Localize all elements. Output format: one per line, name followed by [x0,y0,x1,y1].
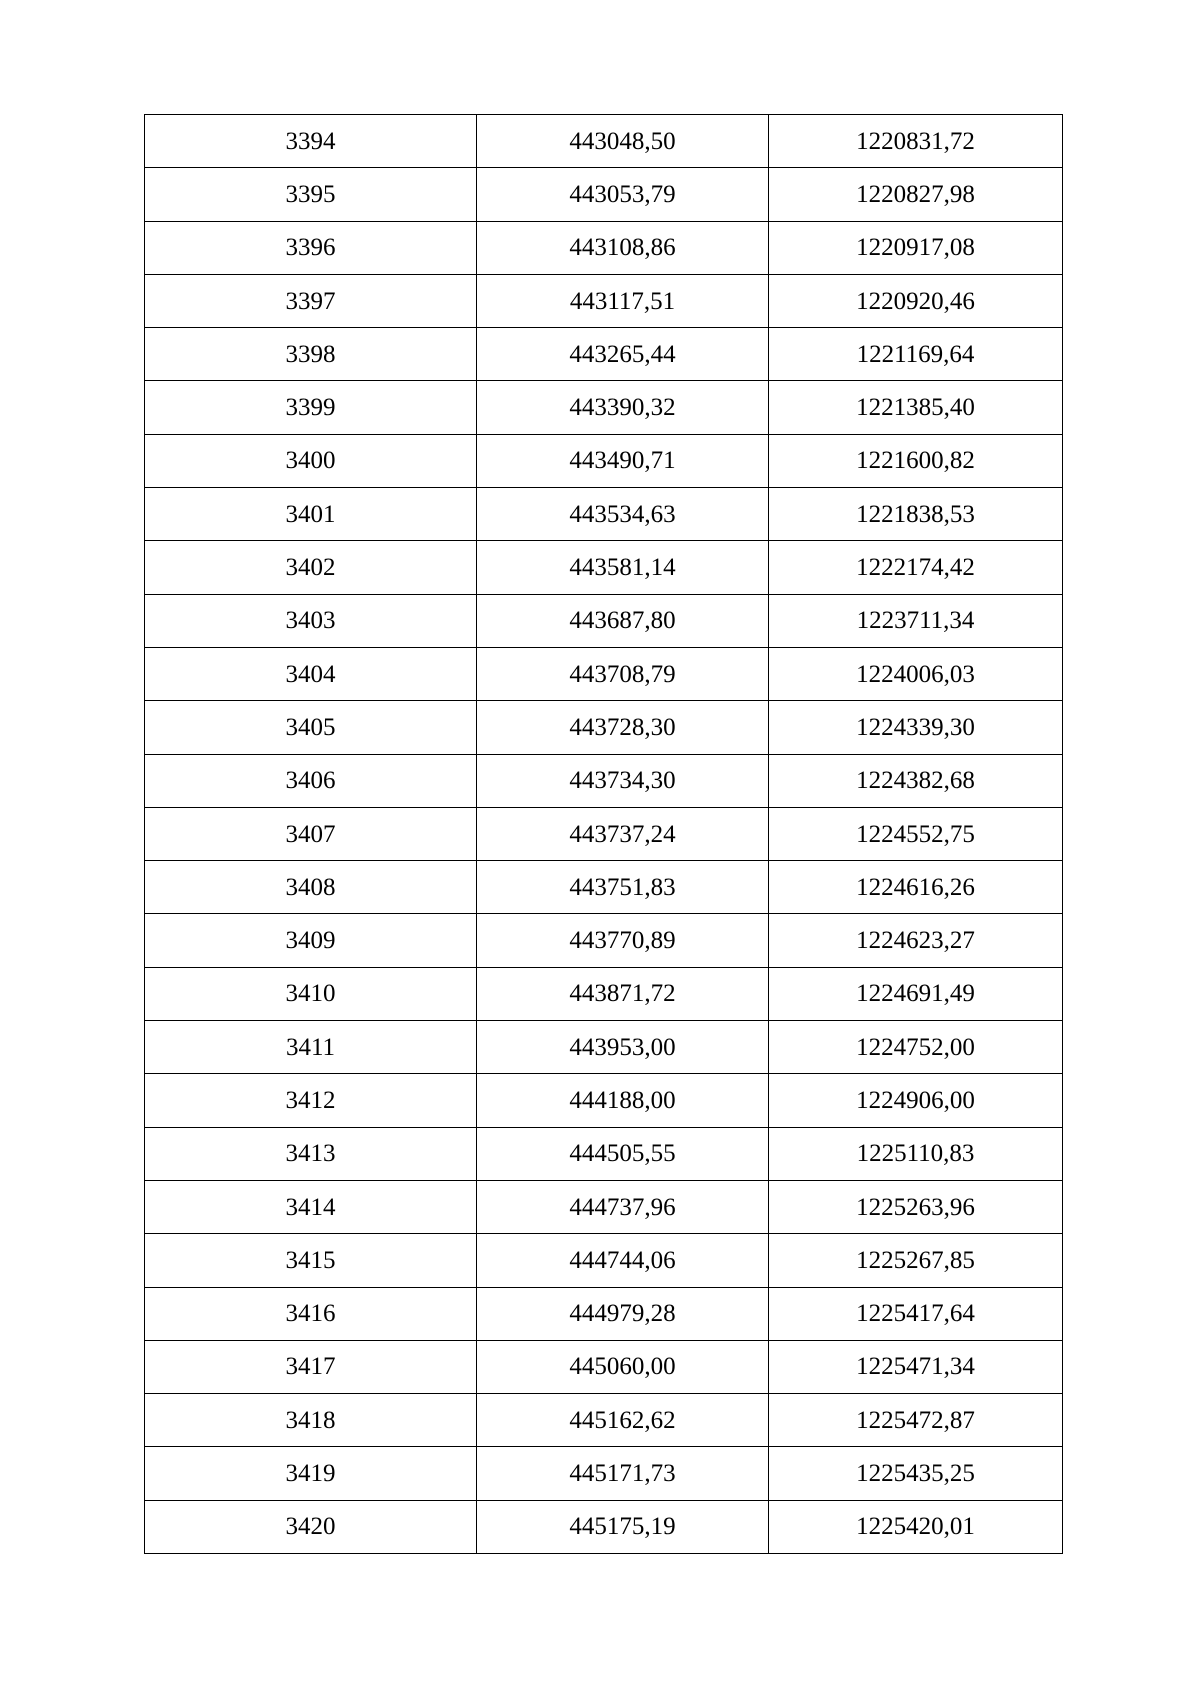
x-coordinate-cell: 445162,62 [477,1394,769,1447]
table-row [145,1340,1063,1393]
x-coordinate-cell: 444979,28 [477,1287,769,1340]
x-coordinate-cell: 443737,24 [477,807,769,860]
point-number-cell: 3397 [145,274,477,327]
table-row [145,594,1063,647]
y-coordinate-cell: 1225420,01 [769,1500,1063,1553]
table-row [145,221,1063,274]
table-row [145,381,1063,434]
point-number-cell: 3400 [145,434,477,487]
point-number-cell: 3417 [145,1340,477,1393]
table-row [145,1180,1063,1233]
table-row [145,274,1063,327]
x-coordinate-cell: 444737,96 [477,1180,769,1233]
y-coordinate-cell: 1221600,82 [769,434,1063,487]
point-number-cell: 3413 [145,1127,477,1180]
point-number-cell: 3414 [145,1180,477,1233]
y-coordinate-cell: 1225471,34 [769,1340,1063,1393]
y-coordinate-cell: 1220827,98 [769,168,1063,221]
table-row [145,1287,1063,1340]
x-coordinate-cell: 443770,89 [477,914,769,967]
x-coordinate-cell: 443581,14 [477,541,769,594]
point-number-cell: 3404 [145,647,477,700]
x-coordinate-cell: 443108,86 [477,221,769,274]
point-number-cell: 3412 [145,1074,477,1127]
y-coordinate-cell: 1221169,64 [769,328,1063,381]
x-coordinate-cell: 444744,06 [477,1234,769,1287]
table-row [145,1447,1063,1500]
y-coordinate-cell: 1224623,27 [769,914,1063,967]
table-row [145,807,1063,860]
table-row [145,1127,1063,1180]
point-number-cell: 3416 [145,1287,477,1340]
table-row [145,1074,1063,1127]
x-coordinate-cell: 443728,30 [477,701,769,754]
x-coordinate-cell: 443751,83 [477,861,769,914]
y-coordinate-cell: 1222174,42 [769,541,1063,594]
x-coordinate-cell: 443048,50 [477,115,769,168]
y-coordinate-cell: 1224691,49 [769,967,1063,1020]
x-coordinate-cell: 443687,80 [477,594,769,647]
x-coordinate-cell: 443117,51 [477,274,769,327]
x-coordinate-cell: 443871,72 [477,967,769,1020]
table-row [145,861,1063,914]
table-row [145,701,1063,754]
x-coordinate-cell: 443390,32 [477,381,769,434]
y-coordinate-cell: 1221838,53 [769,488,1063,541]
point-number-cell: 3420 [145,1500,477,1553]
y-coordinate-cell: 1224616,26 [769,861,1063,914]
point-number-cell: 3406 [145,754,477,807]
x-coordinate-cell: 445175,19 [477,1500,769,1553]
y-coordinate-cell: 1225263,96 [769,1180,1063,1233]
table-row [145,488,1063,541]
point-number-cell: 3396 [145,221,477,274]
x-coordinate-cell: 443053,79 [477,168,769,221]
point-number-cell: 3411 [145,1021,477,1074]
point-number-cell: 3394 [145,115,477,168]
point-number-cell: 3408 [145,861,477,914]
point-number-cell: 3399 [145,381,477,434]
table-row [145,647,1063,700]
table-row [145,1021,1063,1074]
point-number-cell: 3409 [145,914,477,967]
point-number-cell: 3419 [145,1447,477,1500]
table-row [145,115,1063,168]
x-coordinate-cell: 443734,30 [477,754,769,807]
y-coordinate-cell: 1220917,08 [769,221,1063,274]
x-coordinate-cell: 444505,55 [477,1127,769,1180]
point-number-cell: 3402 [145,541,477,594]
y-coordinate-cell: 1221385,40 [769,381,1063,434]
y-coordinate-cell: 1225472,87 [769,1394,1063,1447]
x-coordinate-cell: 444188,00 [477,1074,769,1127]
table-row [145,754,1063,807]
table-row [145,1500,1063,1553]
x-coordinate-cell: 445060,00 [477,1340,769,1393]
point-number-cell: 3415 [145,1234,477,1287]
point-number-cell: 3407 [145,807,477,860]
x-coordinate-cell: 443953,00 [477,1021,769,1074]
point-number-cell: 3403 [145,594,477,647]
y-coordinate-cell: 1224382,68 [769,754,1063,807]
x-coordinate-cell: 443490,71 [477,434,769,487]
table-row [145,434,1063,487]
x-coordinate-cell: 443534,63 [477,488,769,541]
y-coordinate-cell: 1225417,64 [769,1287,1063,1340]
table-row [145,1394,1063,1447]
y-coordinate-cell: 1224552,75 [769,807,1063,860]
table-row [145,1234,1063,1287]
x-coordinate-cell: 443265,44 [477,328,769,381]
y-coordinate-cell: 1220831,72 [769,115,1063,168]
y-coordinate-cell: 1224752,00 [769,1021,1063,1074]
y-coordinate-cell: 1223711,34 [769,594,1063,647]
y-coordinate-cell: 1224006,03 [769,647,1063,700]
point-number-cell: 3395 [145,168,477,221]
point-number-cell: 3410 [145,967,477,1020]
y-coordinate-cell: 1220920,46 [769,274,1063,327]
coordinates-table [144,114,1063,1554]
y-coordinate-cell: 1225110,83 [769,1127,1063,1180]
x-coordinate-cell: 443708,79 [477,647,769,700]
point-number-cell: 3418 [145,1394,477,1447]
y-coordinate-cell: 1224906,00 [769,1074,1063,1127]
point-number-cell: 3398 [145,328,477,381]
coordinates-table-body [145,115,1063,1554]
table-row [145,967,1063,1020]
table-row [145,168,1063,221]
table-row [145,914,1063,967]
point-number-cell: 3401 [145,488,477,541]
table-row [145,541,1063,594]
y-coordinate-cell: 1225435,25 [769,1447,1063,1500]
y-coordinate-cell: 1225267,85 [769,1234,1063,1287]
table-row [145,328,1063,381]
y-coordinate-cell: 1224339,30 [769,701,1063,754]
x-coordinate-cell: 445171,73 [477,1447,769,1500]
point-number-cell: 3405 [145,701,477,754]
